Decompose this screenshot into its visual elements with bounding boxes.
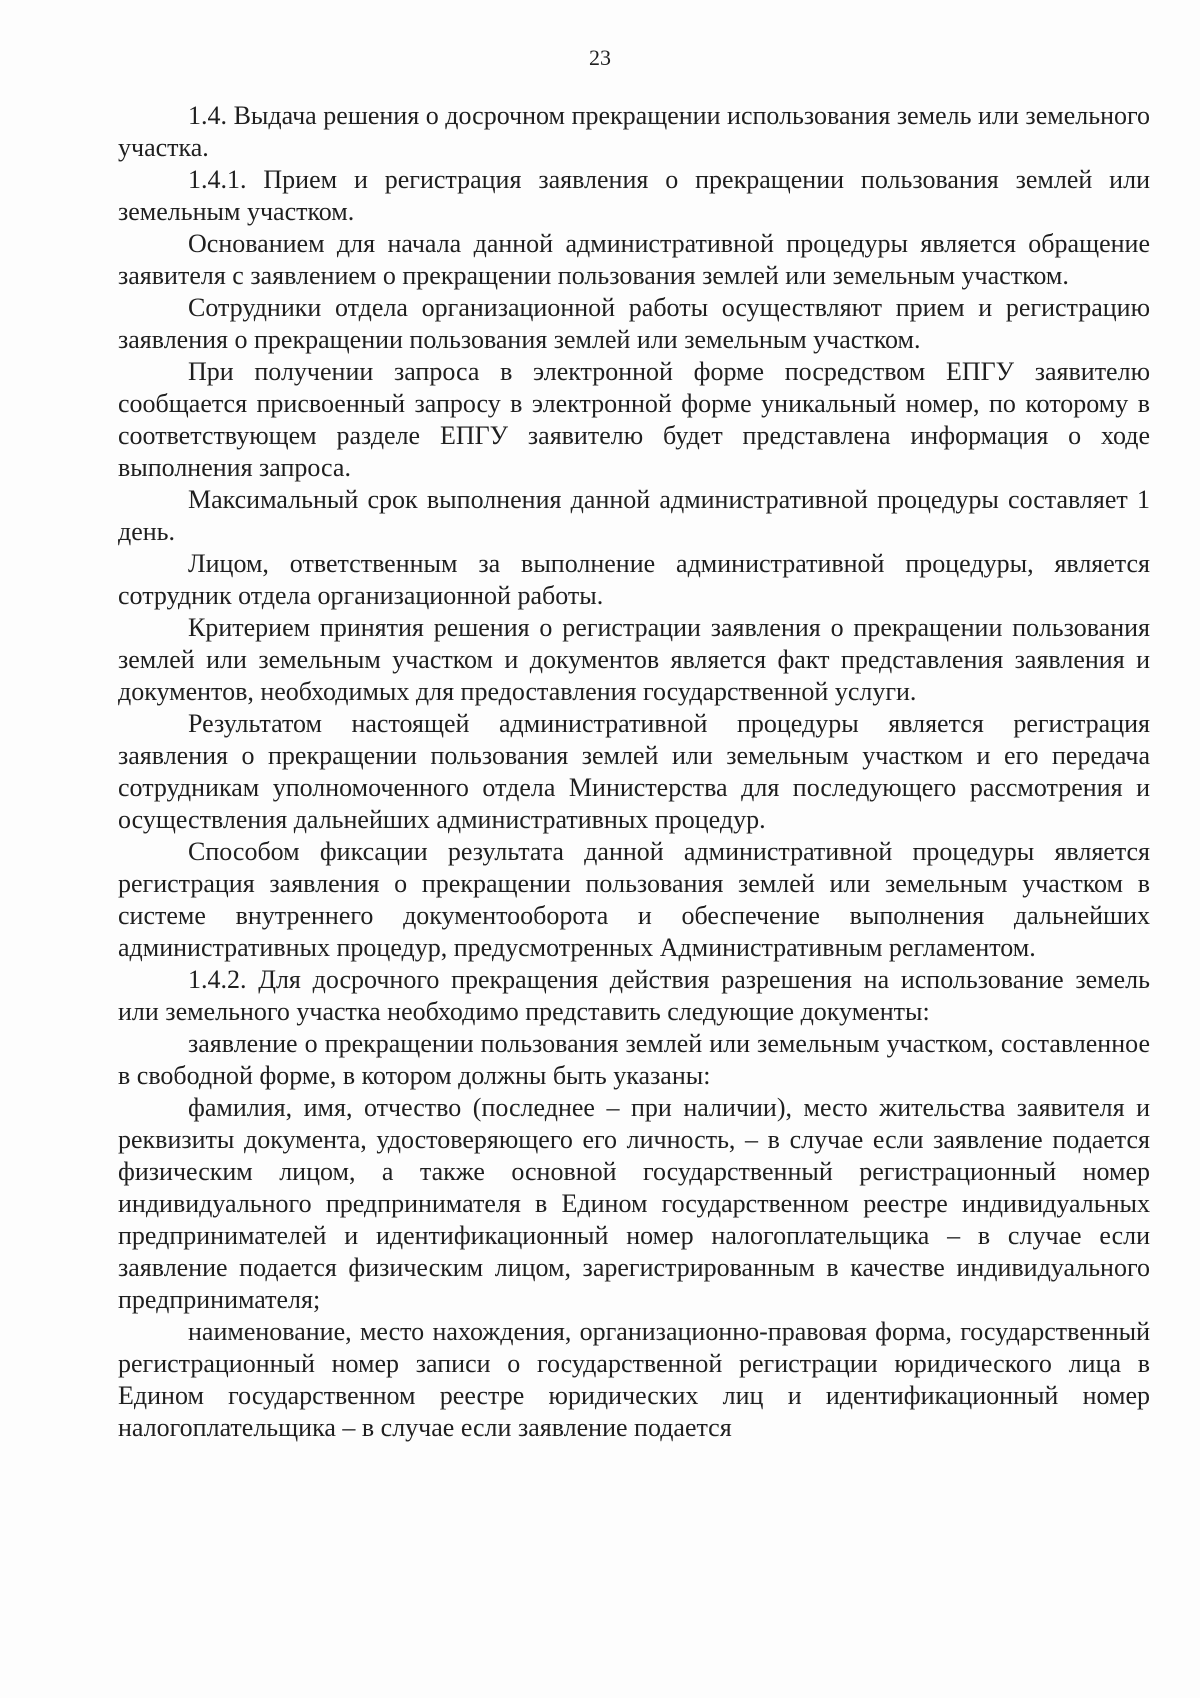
paragraph-fixation: Способом фиксации результата данной административной процедуры является регистрация заявления о прекращении пользования землей или земельным участком в системе внутреннего документооборота и обеспечение выполнения дальнейших административных процедур, предусмотренных Административным регламентом. bbox=[118, 837, 1150, 962]
section-1-4-1-heading: 1.4.1. Прием и регистрация заявления о прекращении пользования землей или земельным участком. bbox=[118, 165, 1150, 226]
paragraph-result: Результатом настоящей административной процедуры является регистрация заявления о прекращении пользования землей или земельным участком и его передача сотрудникам уполномоченного отдела Министерства для последующего рассмотрения и осуществления дальнейших административных процедур. bbox=[118, 709, 1150, 834]
document-body bbox=[118, 100, 1150, 1444]
paragraph-staff: Сотрудники отдела организационной работы осуществляют прием и регистрацию заявления о прекращении пользования землей или земельным участком. bbox=[118, 293, 1150, 354]
paragraph-basis: Основанием для начала данной административной процедуры является обращение заявителя с заявлением о прекращении пользования землей или земельным участком. bbox=[118, 229, 1150, 290]
paragraph-individual-details: фамилия, имя, отчество (последнее – при наличии), место жительства заявителя и реквизиты документа, удостоверяющего его личность, – в случае если заявление подается физическим лицом, а также основной государственный регистрационный номер индивидуального предпринимателя в Едином государственном реестре индивидуальных предпринимателей и идентификационный номер налогоплательщика – в случае если заявление подается физическим лицом, зарегистрированным в качестве индивидуального предпринимателя; bbox=[118, 1093, 1150, 1314]
page-number: 23 bbox=[589, 45, 611, 70]
paragraph-electronic-request: При получении запроса в электронной форме посредством ЕПГУ заявителю сообщается присвоенный запросу в электронной форме уникальный номер, по которому в соответствующем разделе ЕПГУ заявителю будет представлена информация о ходе выполнения запроса. bbox=[118, 357, 1150, 482]
paragraph-application: заявление о прекращении пользования землей или земельным участком, составленное в свободной форме, в котором должны быть указаны: bbox=[118, 1029, 1150, 1090]
paragraph-max-term: Максимальный срок выполнения данной административной процедуры составляет 1 день. bbox=[118, 485, 1150, 546]
paragraph-criterion: Критерием принятия решения о регистрации заявления о прекращении пользования землей или земельным участком и документов является факт представления заявления и документов, необходимых для предоставления государственной услуги. bbox=[118, 613, 1150, 706]
paragraph-legal-entity-details: наименование, место нахождения, организационно-правовая форма, государственный регистрационный номер записи о государственной регистрации юридического лица в Едином государственном реестре юридических лиц и идентификационный номер налогоплательщика – в случае если заявление подается bbox=[118, 1317, 1150, 1442]
section-1-4-heading: 1.4. Выдача решения о досрочном прекращении использования земель или земельного участка. bbox=[118, 101, 1150, 162]
paragraph-responsible: Лицом, ответственным за выполнение административной процедуры, является сотрудник отдела организационной работы. bbox=[118, 549, 1150, 610]
section-1-4-2-heading: 1.4.2. Для досрочного прекращения действия разрешения на использование земель или земельного участка необходимо представить следующие документы: bbox=[118, 965, 1150, 1026]
